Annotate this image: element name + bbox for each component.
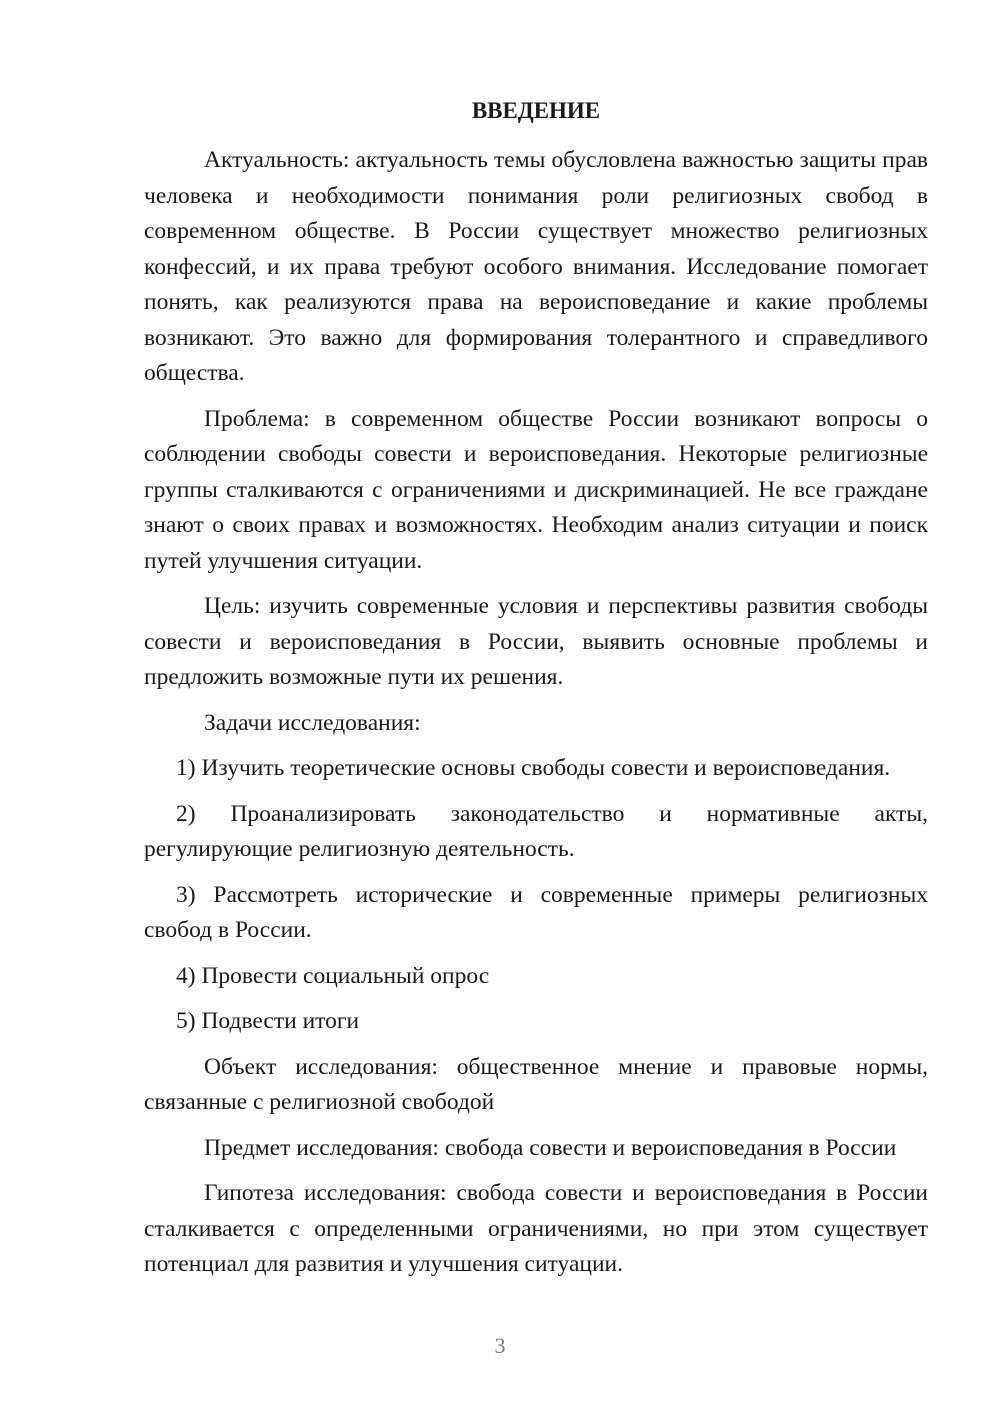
document-body (144, 143, 928, 1293)
section-heading: ВВЕДЕНИЕ (471, 98, 601, 123)
paragraph-goal: Цель: изучить современные условия и перспективы развития свободы совести и вероисповедания в России, выявить основные проблемы и предложить возможные пути их решения. (144, 593, 928, 690)
paragraph-subject: Предмет исследования: свобода совести и вероисповедания в России (204, 1134, 897, 1161)
task-item-4: 4) Провести социальный опрос (176, 962, 490, 989)
paragraph-tasks-heading: Задачи исследования: (204, 709, 421, 736)
page-number: 3 (494, 1333, 506, 1358)
paragraph-hypothesis: Гипотеза исследования: свобода совести и вероисповедания в России сталкивается с определенными ограничениями, но при этом существует потенциал для развития и улучшения ситуации. (144, 1180, 928, 1277)
task-item-5: 5) Подвести итоги (176, 1008, 360, 1034)
paragraph-problem: Проблема: в современном обществе России возникают вопросы о соблюдении свободы совести и вероисповедания. Некоторые религиозные группы сталкиваются с ограничениями и дискриминацией. Не все граждане знают о своих правах и возможностях. Необходим анализ ситуации и поиск путей улучшения ситуации. (144, 405, 928, 574)
paragraph-relevance: Актуальность: актуальность темы обусловлена важностью защиты прав человека и необходимости понимания роли религиозных свобод в современном обществе. В России существует множество религиозных конфессий, и их права требуют особого внимания. Исследование помогает понять, как реализуются права на вероисповедание и какие проблемы возникают. Это важно для формирования толерантного и справедливого общества. (144, 147, 928, 386)
paragraph-object: Объект исследования: общественное мнение и правовые нормы, связанные с религиозной свободой (144, 1053, 928, 1115)
task-item-2: 2) Проанализировать законодательство и нормативные акты, регулирующие религиозную деятельность. (144, 800, 928, 862)
task-item-1: 1) Изучить теоретические основы свободы совести и вероисповедания. (176, 755, 891, 781)
task-item-3: 3) Рассмотреть исторические и современные примеры религиозных свобод в России. (144, 881, 928, 943)
